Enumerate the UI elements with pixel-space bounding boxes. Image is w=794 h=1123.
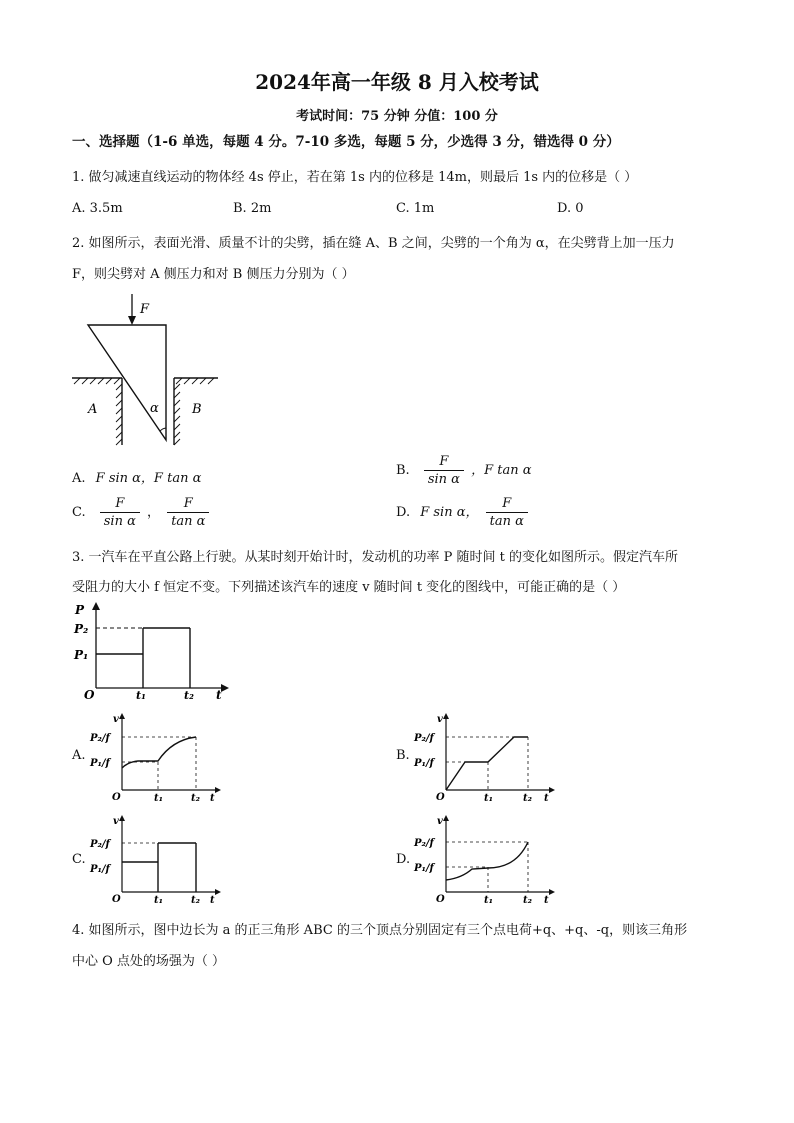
question-3-stem-line2: 受阻力的大小 f 恒定不变。下列描述该汽车的速度 v 随时间 t 变化的图线中，可能正确的是（ ） [72,580,626,595]
svg-text:O: O [112,894,121,904]
q2-option-b-tail: ，F tan α [471,463,532,478]
q1-option-c: C. 1m [396,201,435,216]
svg-text:v: v [437,816,443,827]
svg-text:t₁: t₁ [484,793,493,802]
q2-option-a-text: F sin α，F tan α [95,471,202,486]
svg-text:v: v [113,816,119,827]
svg-text:P₂/f: P₂/f [414,838,434,849]
svg-text:P₁/f: P₁/f [414,758,434,769]
p-axis-arrow [92,602,100,610]
q2-option-c-fraction-1 [100,496,140,529]
t-axis-label: t [216,688,222,700]
question-1-stem: 1. 做匀减速直线运动的物体经 4s 停止，若在第 1s 内的位移是 14m，则最后 1s 内的位移是（ ） [72,170,638,185]
origin-label: O [84,688,95,700]
q2-option-c-den2: tan α [171,514,206,529]
svg-text:v: v [113,714,119,725]
svg-text:t: t [544,895,549,904]
q2-option-d-fraction [486,496,528,529]
svg-text:P₁/f: P₁/f [414,863,434,874]
t2-tick: t₂ [184,689,194,700]
label-a: A [88,402,98,417]
q2-option-a [72,467,201,486]
q2-option-c-den1: sin α [103,514,136,529]
svg-text:P₁/f: P₁/f [90,864,110,875]
q3-option-d-letter: D. [396,852,411,867]
svg-text:t₁: t₁ [154,895,163,904]
svg-text:t₁: t₁ [154,793,163,802]
t-axis-arrow [221,684,229,692]
q2-option-d-text: F sin α， [420,505,479,520]
svg-text:O: O [436,894,445,904]
angle-label: α [150,401,159,416]
q1-option-d: D. 0 [557,201,584,216]
label-b: B [192,402,202,417]
q2-option-d-num: F [486,496,528,513]
q2-option-b-fraction [424,454,464,487]
svg-text:t₂: t₂ [523,895,532,904]
question-2-stem-line1: 2. 如图所示，表面光滑、质量不计的尖劈，插在缝 A、B 之间，尖劈的一个角为 α，在尖劈背上加一压力 [72,236,675,251]
curve-b [446,737,528,790]
q2-option-b-letter: B. [396,463,410,478]
q2-option-b-den: sin α [427,472,460,487]
svg-text:O: O [436,792,445,802]
svg-text:P₁/f: P₁/f [90,758,110,769]
svg-text:t: t [210,895,215,904]
q3-option-a-letter: A. [72,748,86,763]
exam-subtitle: 考试时间：75 分钟 分值：100 分 [296,109,498,124]
q2-option-c-fraction-2 [167,496,209,529]
svg-text:t: t [544,793,549,802]
q2-option-d-letter: D. [396,505,411,520]
q3-option-c-graph [86,812,226,904]
svg-text:P₂/f: P₂/f [90,733,110,744]
exam-title: 2024年高一年级 8 月入校考试 [255,70,539,94]
svg-text:t: t [210,793,215,802]
q2-option-c-num2: F [167,496,209,513]
q3-option-d-graph [410,812,560,904]
q1-option-a: A. 3.5m [72,201,123,216]
svg-text:P₂/f: P₂/f [414,733,434,744]
question-4-stem-line2: 中心 O 点处的场强为（ ） [72,954,226,969]
q2-option-a-letter: A. [72,471,86,486]
q1-option-b: B. 2m [233,201,272,216]
curve-a [122,737,196,768]
question-4-stem-line1: 4. 如图所示，图中边长为 a 的正三角形 ABC 的三个顶点分别固定有三个点电荷+q、+q、-q，则该三角形 [72,923,688,938]
svg-text:t₁: t₁ [484,895,493,904]
q2-option-d [396,496,531,529]
p2-tick: P₂ [74,622,89,636]
question-3-stem-line1: 3. 一汽车在平直公路上行驶。从某时刻开始计时，发动机的功率 P 随时间 t 的变化如图所示。假定汽车所 [72,550,679,565]
p1-tick: P₁ [74,648,89,662]
section-heading: 一、选择题（1-6 单选，每题 4 分。7-10 多选，每题 5 分，少选得 3 分，错选得 0 分） [72,134,620,150]
q2-option-d-den: tan α [489,514,524,529]
force-label: F [140,302,150,317]
q2-option-c-sep: ， [147,505,161,520]
t1-tick: t₁ [136,689,146,700]
svg-text:t₂: t₂ [191,895,200,904]
q3-option-c-letter: C. [72,852,86,867]
question-2-stem-line2: F，则尖劈对 A 侧压力和对 B 侧压力分别为（ ） [72,267,355,282]
q3-option-a-graph [86,710,226,802]
force-arrow-head [128,316,136,325]
curve-d [446,842,528,880]
p-axis-label: P [75,603,85,617]
q3-option-b-letter: B. [396,748,410,763]
wedge-figure [66,292,236,452]
svg-text:O: O [112,792,121,802]
power-time-graph [70,600,230,700]
q2-option-c-letter: C. [72,505,86,520]
q2-option-c-num1: F [100,496,140,513]
q2-option-c [72,496,212,529]
svg-text:t₂: t₂ [523,793,532,802]
q3-option-b-graph [410,710,560,802]
svg-text:t₂: t₂ [191,793,200,802]
q2-option-b-num: F [424,454,464,471]
q2-option-b [396,454,532,487]
svg-text:P₂/f: P₂/f [90,839,110,850]
svg-text:v: v [437,714,443,725]
